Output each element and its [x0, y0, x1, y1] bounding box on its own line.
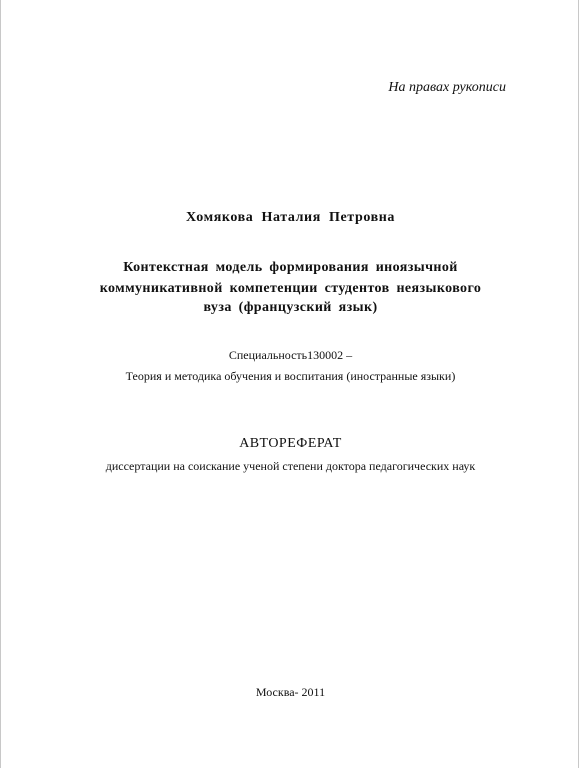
title-line-2: коммуникативной компетенции студентов неязыкового	[99, 281, 482, 296]
specialty-code: Специальность130002 –	[228, 348, 353, 362]
place-and-year: Москва- 2011	[255, 685, 326, 699]
document-type-heading: АВТОРЕФЕРАТ	[239, 436, 342, 451]
author-name: Хомякова Наталия Петровна	[185, 210, 396, 225]
title-line-3: вуза (французский язык)	[203, 300, 378, 315]
document-subtitle: диссертации на соискание ученой степени доктора педагогических наук	[105, 459, 476, 473]
title-line-1: Контекстная модель формирования иноязычной	[123, 260, 458, 275]
specialty-name: Теория и методика обучения и воспитания (иностранные языки)	[125, 369, 456, 383]
rights-note: На правах рукописи	[388, 80, 506, 95]
